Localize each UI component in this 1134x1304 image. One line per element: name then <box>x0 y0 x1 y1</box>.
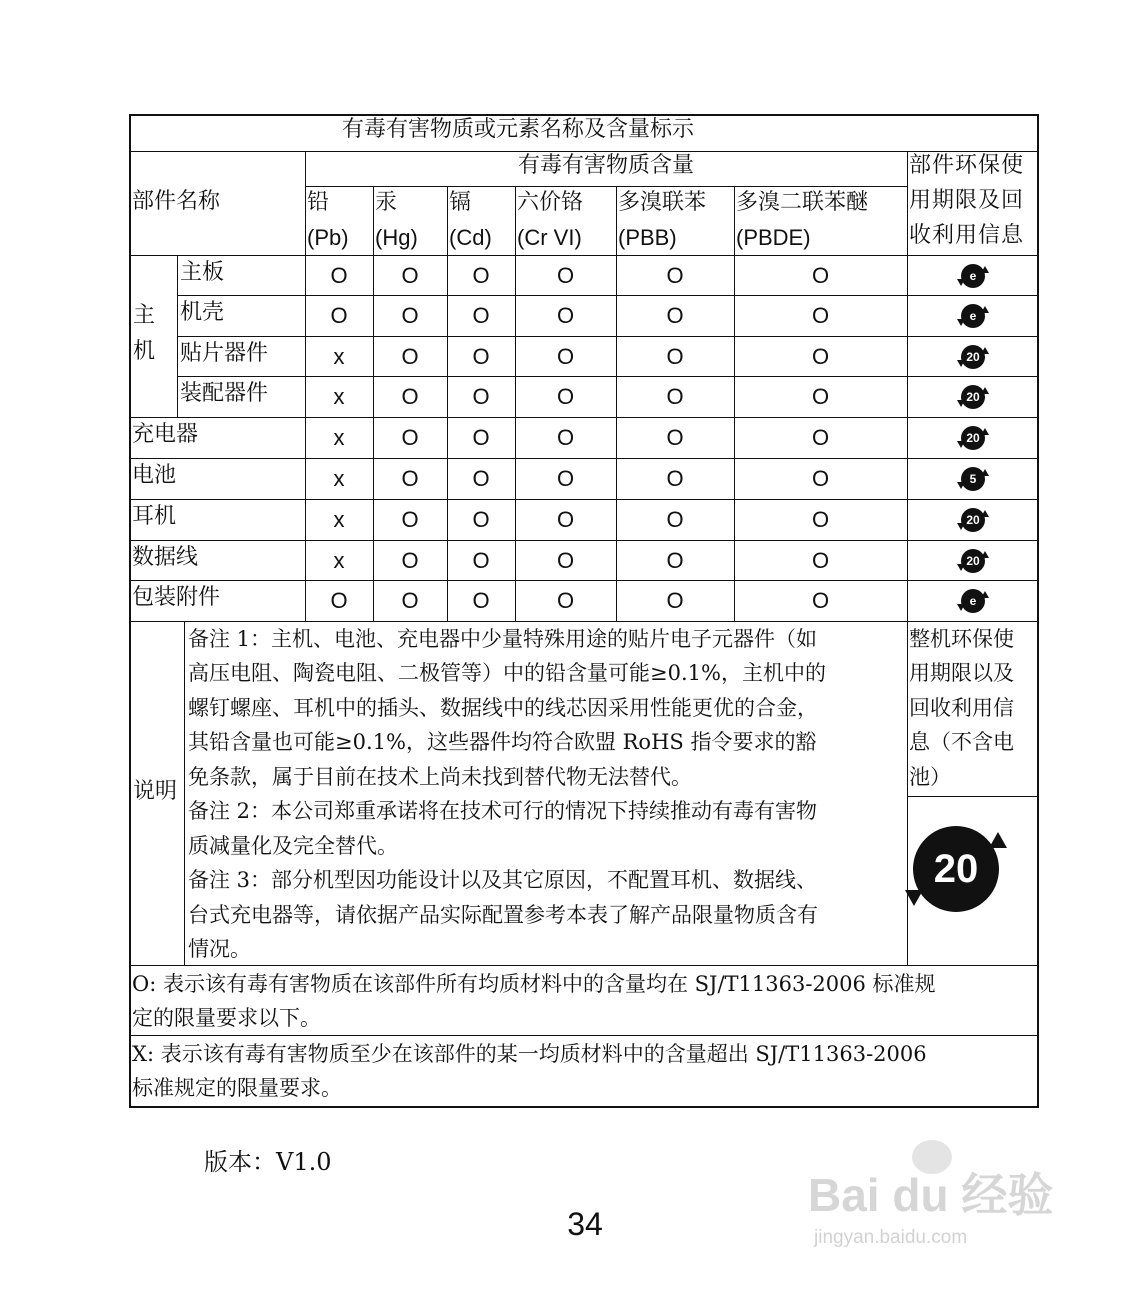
value-cell: O <box>666 263 684 288</box>
whole-unit-line: 整机环保使 <box>909 627 1014 651</box>
whole-unit-line: 池） <box>909 765 951 789</box>
value-cell: x <box>333 425 345 450</box>
note-line: 免条款，属于目前在技术上尚未找到替代物无法替代。 <box>188 765 692 789</box>
value-cell: O <box>472 466 490 491</box>
value-cell: O <box>666 344 684 369</box>
value-cell: O <box>472 588 490 613</box>
version-label: 版本：V1.0 <box>204 1148 332 1176</box>
value-cell: x <box>333 507 345 532</box>
column-header-name: 铅 <box>307 190 330 215</box>
page-number: 34 <box>567 1206 603 1242</box>
table-rule <box>129 540 1039 541</box>
epup-mark-icon: 20 <box>961 508 985 532</box>
table-title: 有毒有害物质或元素名称及含量标示 <box>341 117 694 142</box>
part-name-cell: 电池 <box>132 463 177 488</box>
legend-x-line: X: 表示该有毒有害物质至少在该部件的某一均质材料中的含量超出 SJ/T11363-2006 <box>132 1042 927 1066</box>
table-rule <box>129 965 1039 966</box>
table-rule <box>129 458 1039 459</box>
table-rule <box>177 255 178 417</box>
value-cell: O <box>811 384 830 409</box>
value-cell: O <box>556 466 575 491</box>
column-header-name: 镉 <box>449 190 472 215</box>
value-cell: O <box>472 507 490 532</box>
group-label-char: 机 <box>133 339 156 364</box>
legend-o-line: 定的限量要求以下。 <box>132 1006 321 1030</box>
epup-mark-icon: e <box>961 304 985 328</box>
value-cell: O <box>401 588 419 613</box>
part-name-cell: 数据线 <box>132 545 199 570</box>
value-cell: O <box>811 263 830 288</box>
epup-mark-icon: e <box>961 589 985 613</box>
table-rule <box>907 151 908 965</box>
table-rule <box>177 336 1039 337</box>
note-line: 备注 3：部分机型因功能设计以及其它原因，不配置耳机、数据线、 <box>188 868 818 892</box>
watermark-url: jingyan.baidu.com <box>814 1227 968 1248</box>
value-cell: O <box>666 303 684 328</box>
value-cell: O <box>472 303 490 328</box>
column-header-name: 六价铬 <box>517 190 584 215</box>
value-cell: O <box>666 425 684 450</box>
substance-group-header: 有毒有害物质含量 <box>517 153 694 178</box>
value-cell: O <box>811 303 830 328</box>
column-header-symbol: (PBB) <box>618 225 677 250</box>
value-cell: O <box>666 588 684 613</box>
value-cell: O <box>556 344 575 369</box>
part-name-cell: 贴片器件 <box>180 341 269 366</box>
value-cell: x <box>333 384 345 409</box>
table-rule <box>129 499 1039 500</box>
whole-unit-line: 息（不含电 <box>909 730 1014 754</box>
value-cell: O <box>330 263 348 288</box>
part-name-header: 部件名称 <box>132 189 221 214</box>
baidu-watermark <box>808 1140 1068 1260</box>
part-name-cell: 机壳 <box>180 300 225 325</box>
value-cell: O <box>472 344 490 369</box>
column-header-name: 多溴二联苯醚 <box>736 190 869 215</box>
part-name-cell: 装配器件 <box>180 381 269 406</box>
legend-o-line: O: 表示该有毒有害物质在该部件所有均质材料中的含量均在 SJ/T11363-2006 标准规 <box>132 972 936 996</box>
column-header-symbol: (Hg) <box>375 225 418 250</box>
value-cell: O <box>666 548 684 573</box>
epup-mark-icon: e <box>961 264 985 288</box>
period-header-line: 部件环保使 <box>909 153 1025 178</box>
note-line: 其铅含量也可能≥0.1%，这些器件均符合欧盟 RoHS 指令要求的豁 <box>188 730 817 754</box>
note-line: 台式充电器等，请依据产品实际配置参考本表了解产品限量物质含有 <box>188 903 818 927</box>
table-rule <box>129 255 1039 256</box>
value-cell: O <box>666 384 684 409</box>
table-rule <box>177 376 1039 377</box>
value-cell: O <box>666 466 684 491</box>
value-cell: O <box>401 263 419 288</box>
value-cell: O <box>811 466 830 491</box>
value-cell: O <box>811 344 830 369</box>
epup-mark-icon: 20 <box>961 426 985 450</box>
value-cell: O <box>556 384 575 409</box>
part-name-cell: 主板 <box>180 260 225 285</box>
note-line: 情况。 <box>188 937 251 961</box>
value-cell: O <box>556 425 575 450</box>
value-cell: O <box>330 588 348 613</box>
watermark-brand: Bai du 经验 <box>808 1169 1054 1221</box>
value-cell: O <box>556 263 575 288</box>
note-line: 高压电阻、陶瓷电阻、二极管等）中的铅含量可能≥0.1%，主机中的 <box>188 661 826 685</box>
value-cell: O <box>472 263 490 288</box>
table-rule <box>129 151 1039 152</box>
note-line: 质减量化及完全替代。 <box>188 834 398 858</box>
column-header-symbol: (Cr VI) <box>517 225 582 250</box>
part-name-cell: 充电器 <box>132 422 199 447</box>
epup-mark-icon: 20 <box>961 385 985 409</box>
whole-unit-line: 回收利用信 <box>909 696 1014 720</box>
table-rule <box>129 417 1039 418</box>
value-cell: O <box>811 588 830 613</box>
value-cell: O <box>401 466 419 491</box>
epup-mark-icon: 5 <box>961 467 985 491</box>
value-cell: x <box>333 548 345 573</box>
value-cell: O <box>401 384 419 409</box>
note-line: 备注 1：主机、电池、充电器中少量特殊用途的贴片电子元器件（如 <box>188 627 818 651</box>
table-rule <box>184 621 185 965</box>
value-cell: O <box>811 507 830 532</box>
value-cell: O <box>401 507 419 532</box>
value-cell: O <box>811 548 830 573</box>
epup-mark-icon: 20 <box>961 549 985 573</box>
value-cell: O <box>556 303 575 328</box>
group-label-char: 主 <box>133 303 156 328</box>
epup-mark-icon: 20 <box>961 345 985 369</box>
table-rule <box>305 186 907 187</box>
value-cell: O <box>401 303 419 328</box>
value-cell: O <box>401 548 419 573</box>
whole-unit-line: 用期限以及 <box>909 661 1014 685</box>
value-cell: O <box>666 507 684 532</box>
value-cell: O <box>556 588 575 613</box>
value-cell: O <box>472 425 490 450</box>
part-name-cell: 耳机 <box>132 504 177 529</box>
note-line: 螺钉螺座、耳机中的插头、数据线中的线芯因采用性能更优的合金， <box>188 696 818 720</box>
column-header-name: 汞 <box>375 190 398 215</box>
column-header-symbol: (PBDE) <box>736 225 811 250</box>
value-cell: O <box>556 548 575 573</box>
value-cell: O <box>472 548 490 573</box>
table-rule <box>129 580 1039 581</box>
value-cell: O <box>472 384 490 409</box>
notes-label: 说明 <box>133 779 178 804</box>
part-name-cell: 包装附件 <box>132 585 221 610</box>
column-header-symbol: (Cd) <box>449 225 492 250</box>
note-line: 备注 2：本公司郑重承诺将在技术可行的情况下持续推动有毒有害物 <box>188 799 818 823</box>
table-rule <box>907 796 1039 797</box>
value-cell: O <box>401 344 419 369</box>
table-rule <box>177 295 1039 296</box>
value-cell: O <box>330 303 348 328</box>
value-cell: x <box>333 344 345 369</box>
epup-20-large-icon: 20 <box>913 826 999 912</box>
value-cell: O <box>811 425 830 450</box>
value-cell: x <box>333 466 345 491</box>
column-header-symbol: (Pb) <box>307 225 349 250</box>
value-cell: O <box>556 507 575 532</box>
period-header-line: 用期限及回 <box>909 188 1025 213</box>
legend-x-line: 标准规定的限量要求。 <box>132 1076 342 1100</box>
value-cell: O <box>401 425 419 450</box>
period-header-line: 收利用信息 <box>909 223 1025 248</box>
column-header-name: 多溴联苯 <box>618 190 707 215</box>
